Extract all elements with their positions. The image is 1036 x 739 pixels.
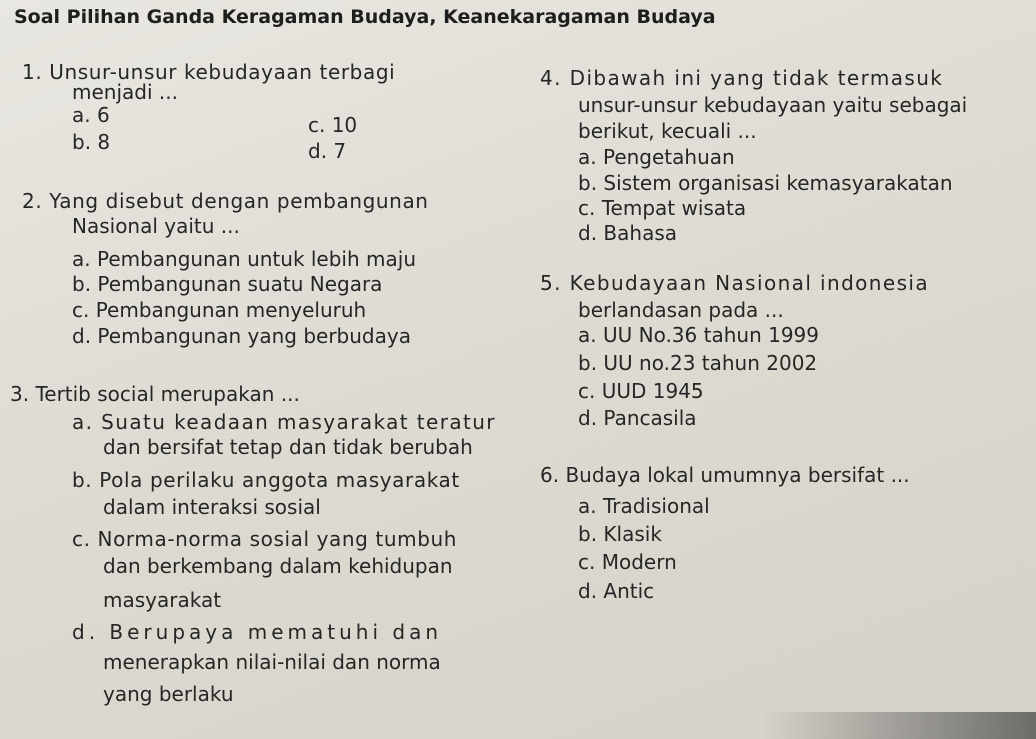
q2-option-a: a. Pembangunan untuk lebih maju <box>72 247 416 271</box>
q6-option-d: d. Antic <box>578 579 655 603</box>
q5-stem-line1: 5. Kebudayaan Nasional indonesia <box>540 271 930 295</box>
q5-option-c: c. UUD 1945 <box>578 379 704 403</box>
q1-stem-line2: menjadi ... <box>72 80 178 104</box>
q4-stem-line1: 4. Dibawah ini yang tidak termasuk <box>540 66 944 90</box>
q3-option-d-line2: menerapkan nilai-nilai dan norma <box>103 650 441 674</box>
q2-option-d: d. Pembangunan yang berbudaya <box>72 324 411 348</box>
q3-option-b-line1: b. Pola perilaku anggota masyarakat <box>72 468 460 492</box>
q2-option-b: b. Pembangunan suatu Negara <box>72 272 383 296</box>
q1-option-c: c. 10 <box>308 113 358 137</box>
q1-option-b: b. 8 <box>72 130 111 154</box>
q3-option-d-line3: yang berlaku <box>103 682 234 706</box>
q1-option-a: a. 6 <box>72 103 110 127</box>
worksheet-title: Soal Pilihan Ganda Keragaman Budaya, Keanekaragaman Budaya <box>14 6 716 28</box>
q3-option-a-line2: dan bersifat tetap dan tidak berubah <box>103 435 473 459</box>
q3-option-d-line1: d. Berupaya mematuhi dan <box>72 620 442 644</box>
q5-option-b: b. UU no.23 tahun 2002 <box>578 351 818 375</box>
q3-option-c-line3: masyarakat <box>103 588 222 612</box>
q4-option-d: d. Bahasa <box>578 221 677 245</box>
q3-option-c-line1: c. Norma-norma sosial yang tumbuh <box>72 527 458 551</box>
q2-stem-line2: Nasional yaitu ... <box>72 214 240 238</box>
q3-stem: 3. Tertib social merupakan ... <box>10 382 300 406</box>
q1-stem-line1: 1. Unsur-unsur kebudayaan terbagi <box>22 60 396 84</box>
q4-option-c: c. Tempat wisata <box>578 196 747 220</box>
q2-option-c: c. Pembangunan menyeluruh <box>72 298 367 322</box>
q1-option-d: d. 7 <box>308 139 347 163</box>
q6-option-a: a. Tradisional <box>578 494 710 518</box>
q4-option-a: a. Pengetahuan <box>578 145 735 169</box>
q5-option-d: d. Pancasila <box>578 406 697 430</box>
page-shadow <box>760 712 1036 739</box>
q6-option-b: b. Klasik <box>578 522 662 546</box>
q6-stem: 6. Budaya lokal umumnya bersifat ... <box>540 463 910 487</box>
q2-stem-line1: 2. Yang disebut dengan pembangunan <box>22 189 429 213</box>
q4-stem-line3: berikut, kecuali ... <box>578 119 757 143</box>
q3-option-b-line2: dalam interaksi sosial <box>103 495 321 519</box>
q4-stem-line2: unsur-unsur kebudayaan yaitu sebagai <box>578 93 968 117</box>
q6-option-c: c. Modern <box>578 550 677 574</box>
q5-stem-line2: berlandasan pada ... <box>578 298 784 322</box>
q4-option-b: b. Sistem organisasi kemasyarakatan <box>578 171 953 195</box>
q3-option-a-line1: a. Suatu keadaan masyarakat teratur <box>72 410 496 434</box>
q5-option-a: a. UU No.36 tahun 1999 <box>578 323 819 347</box>
q3-option-c-line2: dan berkembang dalam kehidupan <box>103 554 453 578</box>
